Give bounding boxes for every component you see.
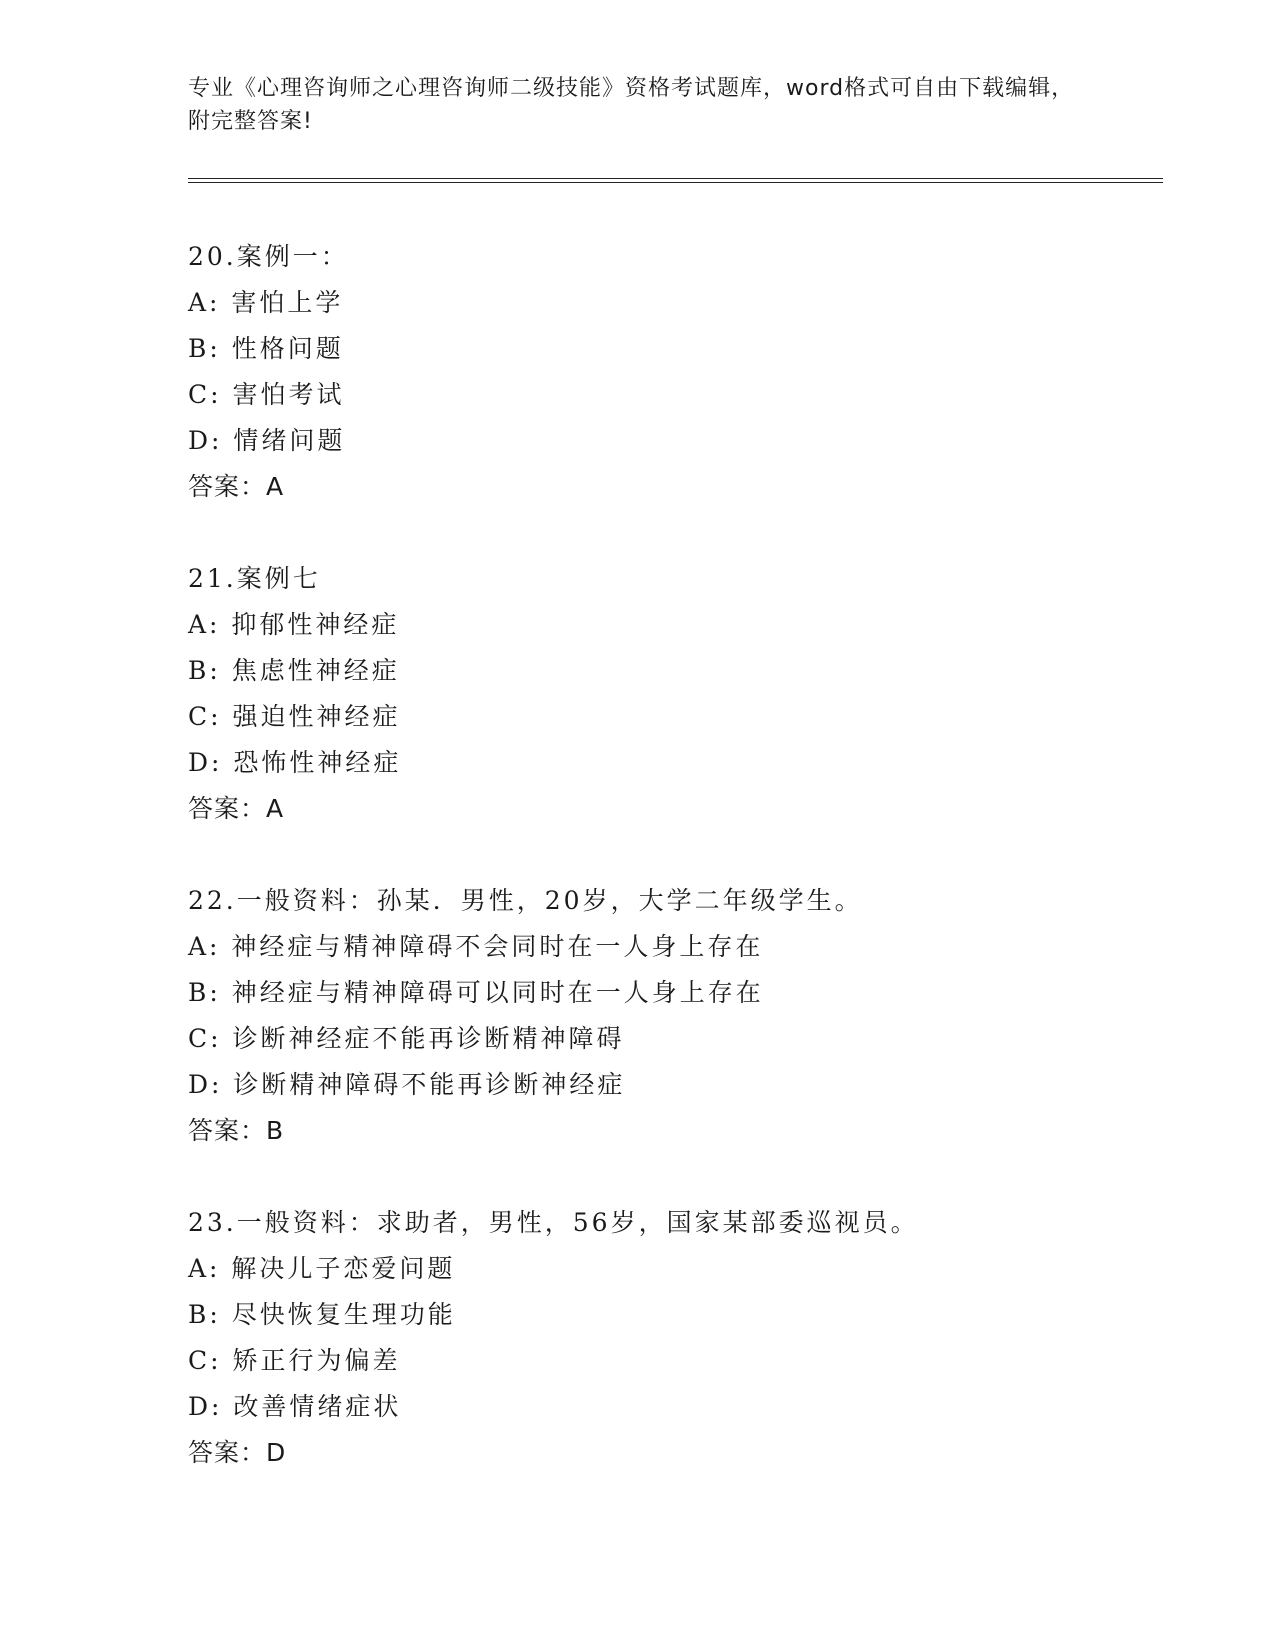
option-a: A: 抑郁性神经症 — [188, 610, 400, 639]
option-b: B: 神经症与精神障碍可以同时在一人身上存在 — [188, 978, 764, 1007]
option-c: C: 害怕考试 — [188, 380, 345, 409]
option-c: C: 强迫性神经症 — [188, 702, 401, 731]
option-b: B: 尽快恢复生理功能 — [188, 1300, 456, 1329]
option-d: D: 恐怖性神经症 — [188, 748, 402, 777]
answer-label: 答案：A — [188, 794, 285, 823]
document-header: 专业《心理咨询师之心理咨询师二级技能》资格考试题库，word格式可自由下载编辑，附完整答案! — [188, 76, 1075, 134]
question-title: 21.案例七 — [188, 564, 321, 593]
option-b: B: 性格问题 — [188, 334, 344, 363]
option-d: D: 诊断精神障碍不能再诊断神经症 — [188, 1070, 626, 1099]
question-20 — [188, 234, 1138, 510]
question-title: 23.一般资料：求助者，男性，56岁，国家某部委巡视员。 — [188, 1208, 919, 1237]
option-a: A: 害怕上学 — [188, 288, 344, 317]
answer-label: 答案：A — [188, 472, 285, 501]
option-b: B: 焦虑性神经症 — [188, 656, 400, 685]
answer-label: 答案：B — [188, 1116, 285, 1145]
question-23 — [188, 1200, 1138, 1476]
option-a: A: 解决儿子恋爱问题 — [188, 1254, 456, 1283]
question-21 — [188, 556, 1138, 832]
question-22 — [188, 878, 1138, 1154]
question-title: 20.案例一： — [188, 242, 349, 271]
option-d: D: 改善情绪症状 — [188, 1392, 402, 1421]
option-c: C: 矫正行为偏差 — [188, 1346, 401, 1375]
question-title: 22.一般资料：孙某．男性，20岁，大学二年级学生。 — [188, 886, 863, 915]
answer-label: 答案：D — [188, 1438, 287, 1467]
option-a: A: 神经症与精神障碍不会同时在一人身上存在 — [188, 932, 764, 961]
header-rule-top — [188, 178, 1163, 179]
header-rule-bottom — [188, 182, 1163, 183]
option-c: C: 诊断神经症不能再诊断精神障碍 — [188, 1024, 625, 1053]
option-d: D: 情绪问题 — [188, 426, 346, 455]
